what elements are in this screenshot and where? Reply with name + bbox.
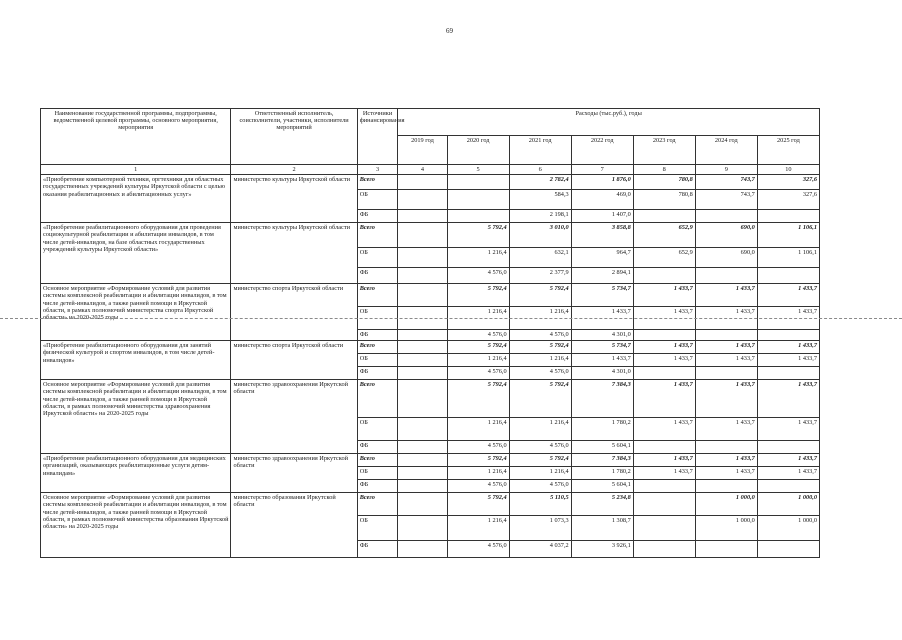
expense-value: 2 782,4 [509,175,571,190]
column-number: 6 [509,165,571,175]
expense-value [757,441,819,454]
expense-value: 1 433,7 [757,341,819,354]
expense-value [633,493,695,516]
funding-source: ФБ [357,480,398,493]
expense-value: 5 110,5 [509,493,571,516]
expense-value [447,175,509,190]
expense-value: 1 433,7 [633,284,695,307]
table-row [41,284,820,307]
expense-value [398,454,447,467]
funding-source: ФБ [357,441,398,454]
funding-source: Всего [357,223,398,248]
expense-value [695,268,757,284]
expense-value [398,330,447,341]
expense-value [757,480,819,493]
expense-value: 1 308,7 [571,516,633,541]
expense-value: 743,7 [695,175,757,190]
table-row [41,223,820,248]
funding-source: ОБ [357,418,398,441]
expense-value: 1 433,7 [695,467,757,480]
expense-value: 1 433,7 [757,380,819,418]
expense-value: 1 000,0 [695,493,757,516]
funding-source: ОБ [357,248,398,268]
expense-value: 1 433,7 [757,467,819,480]
table-row [41,454,820,467]
expense-value: 652,9 [633,223,695,248]
expense-value: 1 433,7 [633,380,695,418]
responsible-executor: министерство спорта Иркутской области [231,341,357,380]
expense-value [398,268,447,284]
expense-value: 1 216,4 [447,516,509,541]
expense-value [398,223,447,248]
expense-value [633,367,695,380]
expense-value: 1 433,7 [757,307,819,330]
funding-source: ОБ [357,467,398,480]
expense-value: 1 216,4 [509,354,571,367]
expense-value: 1 780,2 [571,418,633,441]
expense-value [695,441,757,454]
expense-value: 4 576,0 [447,441,509,454]
expense-value: 5 734,7 [571,341,633,354]
expense-value: 1 433,7 [757,284,819,307]
expense-value: 4 576,0 [447,367,509,380]
column-number: 5 [447,165,509,175]
funding-source: ФБ [357,210,398,223]
column-number: 3 [357,165,398,175]
expense-value: 1 433,7 [633,341,695,354]
expense-value: 1 216,4 [447,467,509,480]
expense-value [398,367,447,380]
header-year: 2024 год [695,136,757,165]
expense-value: 690,0 [695,248,757,268]
expense-value [398,175,447,190]
responsible-executor: министерство здравоохранения Иркутской области [231,454,357,493]
expense-value: 652,9 [633,248,695,268]
funding-source: Всего [357,454,398,467]
header-year: 2022 год [571,136,633,165]
expense-value: 1 433,7 [695,341,757,354]
expense-value: 4 037,2 [509,541,571,558]
expense-value [398,341,447,354]
expense-value: 4 576,0 [509,367,571,380]
expense-value: 1 433,7 [757,454,819,467]
column-number: 9 [695,165,757,175]
expense-value: 780,8 [633,175,695,190]
expense-value [398,284,447,307]
budget-table [40,108,820,558]
header-year: 2019 год [398,136,447,165]
funding-source: ФБ [357,268,398,284]
expense-value [447,210,509,223]
expense-value [398,493,447,516]
expense-value: 5 604,1 [571,480,633,493]
activity-name: «Приобретение реабилитационного оборудования для медицинских организаций, оказывающих реабилитационные услуги детям-инвалидам» [41,454,231,493]
column-number: 2 [231,165,357,175]
expense-value: 632,1 [509,248,571,268]
expense-value [695,210,757,223]
funding-source: ОБ [357,354,398,367]
expense-value: 1 433,7 [695,454,757,467]
expense-value: 5 792,4 [447,380,509,418]
activity-name: «Приобретение реабилитационного оборудования для проведения социокультурной реабилитации и абилитации инвалидов, в том числе детей-инвалидов, на базе областных государственных учреждений культуры Иркутской области» [41,223,231,284]
header-responsible: Ответственный исполнитель, соисполнители, участники, исполнители мероприятий [231,109,357,165]
expense-value: 4 576,0 [447,480,509,493]
column-number: 4 [398,165,447,175]
expense-value [757,541,819,558]
expense-value: 1 433,7 [571,354,633,367]
expense-value: 743,7 [695,190,757,210]
expense-value: 5 792,4 [447,341,509,354]
expense-value: 1 073,3 [509,516,571,541]
expense-value: 1 433,7 [633,354,695,367]
expense-value: 1 433,7 [633,454,695,467]
funding-source: Всего [357,341,398,354]
expense-value: 1 106,1 [757,248,819,268]
funding-source: ОБ [357,516,398,541]
expense-value: 1 000,0 [695,516,757,541]
expense-value [633,541,695,558]
expense-value: 1 433,7 [757,418,819,441]
responsible-executor: министерство спорта Иркутской области [231,284,357,341]
expense-value: 5 792,4 [509,454,571,467]
expense-value [695,367,757,380]
expense-value [757,210,819,223]
expense-value: 327,6 [757,175,819,190]
expense-value [757,268,819,284]
column-number: 10 [757,165,819,175]
expense-value [633,330,695,341]
expense-value: 1 216,4 [447,354,509,367]
column-number: 8 [633,165,695,175]
expense-value [695,541,757,558]
expense-value: 1 876,0 [571,175,633,190]
expense-value [398,210,447,223]
expense-value [398,190,447,210]
expense-value: 5 734,7 [571,284,633,307]
expense-value: 3 858,8 [571,223,633,248]
responsible-executor: министерство культуры Иркутской области [231,223,357,284]
expense-value: 1 433,7 [695,354,757,367]
expense-value: 5 234,8 [571,493,633,516]
expense-value: 1 216,4 [447,248,509,268]
expense-value: 5 604,1 [571,441,633,454]
expense-value: 4 301,0 [571,330,633,341]
header-expenses: Расходы (тыс.руб.), годы [398,109,820,136]
column-number: 1 [41,165,231,175]
expense-value: 1 216,4 [447,418,509,441]
activity-name: Основное мероприятие «Формирование условий для развития системы комплексной реабилитации и абилитации инвалидов, в том числе детей-инвалидов, а также ранней помощи в Иркутской области, в рамках полномочий министерства здравоохранения Иркутской области» на 2020-2025 годы [41,380,231,454]
expense-value [633,516,695,541]
header-year: 2021 год [509,136,571,165]
table-header [41,109,820,175]
expense-value [398,354,447,367]
funding-source: Всего [357,493,398,516]
header-year: 2020 год [447,136,509,165]
expense-value: 1 216,4 [509,467,571,480]
scan-artifact-line [0,318,902,319]
expense-value [447,190,509,210]
expense-value [398,441,447,454]
expense-value [695,480,757,493]
expense-value: 584,3 [509,190,571,210]
expense-value: 1 433,7 [633,467,695,480]
expense-value: 780,8 [633,190,695,210]
table-row [41,493,820,516]
expense-value: 5 792,4 [509,380,571,418]
column-number: 7 [571,165,633,175]
table-row [41,341,820,354]
activity-name: «Приобретение компьютерной техники, оргтехники для областных государственных учреждений культуры Иркутской области с целью оказания реабилитационных и абилитационных услуг» [41,175,231,223]
expense-value [398,418,447,441]
expense-value: 3 010,0 [509,223,571,248]
expense-value: 4 576,0 [509,480,571,493]
expense-value: 1 433,7 [695,418,757,441]
expense-value: 1 433,7 [695,307,757,330]
expense-value: 964,7 [571,248,633,268]
expense-value [695,330,757,341]
expense-value [398,516,447,541]
expense-value [398,380,447,418]
expense-value: 7 384,3 [571,454,633,467]
expense-value [398,248,447,268]
expense-value: 1 106,1 [757,223,819,248]
responsible-executor: министерство образования Иркутской области [231,493,357,558]
header-year: 2023 год [633,136,695,165]
header-name: Наименование государственной программы, подпрограммы, ведомственной целевой программы, основного мероприятия, мероприятия [41,109,231,165]
expense-value: 4 301,0 [571,367,633,380]
table-row [41,380,820,418]
activity-name: «Приобретение реабилитационного оборудования для занятий физической культурой и спортом инвалидов, в том числе детей-инвалидов» [41,341,231,380]
expense-value: 4 576,0 [447,330,509,341]
expense-value: 1 216,4 [509,418,571,441]
funding-source: ОБ [357,307,398,330]
funding-source: ФБ [357,330,398,341]
table-body [41,175,820,558]
expense-value: 5 792,4 [509,341,571,354]
expense-value: 1 216,4 [509,307,571,330]
expense-value: 469,0 [571,190,633,210]
expense-value [633,210,695,223]
funding-source: Всего [357,284,398,307]
page-number: 69 [446,27,453,35]
expense-value: 2 894,1 [571,268,633,284]
table-row [41,175,820,190]
expense-value: 1 000,0 [757,493,819,516]
funding-source: ФБ [357,367,398,380]
expense-value [757,330,819,341]
expense-value: 4 576,0 [509,330,571,341]
expense-value: 5 792,4 [509,284,571,307]
expense-value: 5 792,4 [447,284,509,307]
expense-value: 1 000,0 [757,516,819,541]
expense-value: 690,0 [695,223,757,248]
expense-value: 327,6 [757,190,819,210]
expense-value: 1 407,0 [571,210,633,223]
expense-value: 5 792,4 [447,493,509,516]
expense-value: 2 198,1 [509,210,571,223]
expense-value: 1 433,7 [571,307,633,330]
activity-name: Основное мероприятие «Формирование условий для развития системы комплексной реабилитации и абилитации инвалидов, в том числе детей-инвалидов, а также ранней помощи в Иркутской области, в рамках полномочий министерства образования Иркутской области» на 2020-2025 годы [41,493,231,558]
activity-name: Основное мероприятие «Формирование условий для развития системы комплексной реабилитации и абилитации инвалидов, в том числе детей-инвалидов, а также ранней помощи в Иркутской области, в рамках полномочий министерства спорта Иркутской области» на 2020-2025 годы [41,284,231,341]
expense-value: 3 926,1 [571,541,633,558]
expense-value: 1 216,4 [447,307,509,330]
header-sources: Источники финансирования [357,109,398,165]
expense-value [633,268,695,284]
expense-value [398,467,447,480]
expense-value: 4 576,0 [509,441,571,454]
expense-value: 1 433,7 [695,284,757,307]
expense-value [398,541,447,558]
expense-value [633,480,695,493]
expense-value: 1 433,7 [757,354,819,367]
funding-source: ОБ [357,190,398,210]
header-year: 2025 год [757,136,819,165]
expense-value: 1 433,7 [633,307,695,330]
responsible-executor: министерство культуры Иркутской области [231,175,357,223]
expense-value [757,367,819,380]
expense-value: 2 377,9 [509,268,571,284]
expense-value: 4 576,0 [447,541,509,558]
expense-value [633,441,695,454]
funding-source: ФБ [357,541,398,558]
funding-source: Всего [357,175,398,190]
expense-value [398,480,447,493]
expense-value: 1 780,2 [571,467,633,480]
expense-value: 5 792,4 [447,454,509,467]
column-numbers-row [41,165,820,175]
funding-source: Всего [357,380,398,418]
expense-value: 1 433,7 [633,418,695,441]
responsible-executor: министерство здравоохранения Иркутской области [231,380,357,454]
expense-value: 7 384,3 [571,380,633,418]
expense-value: 5 792,4 [447,223,509,248]
expense-value: 4 576,0 [447,268,509,284]
expense-value: 1 433,7 [695,380,757,418]
